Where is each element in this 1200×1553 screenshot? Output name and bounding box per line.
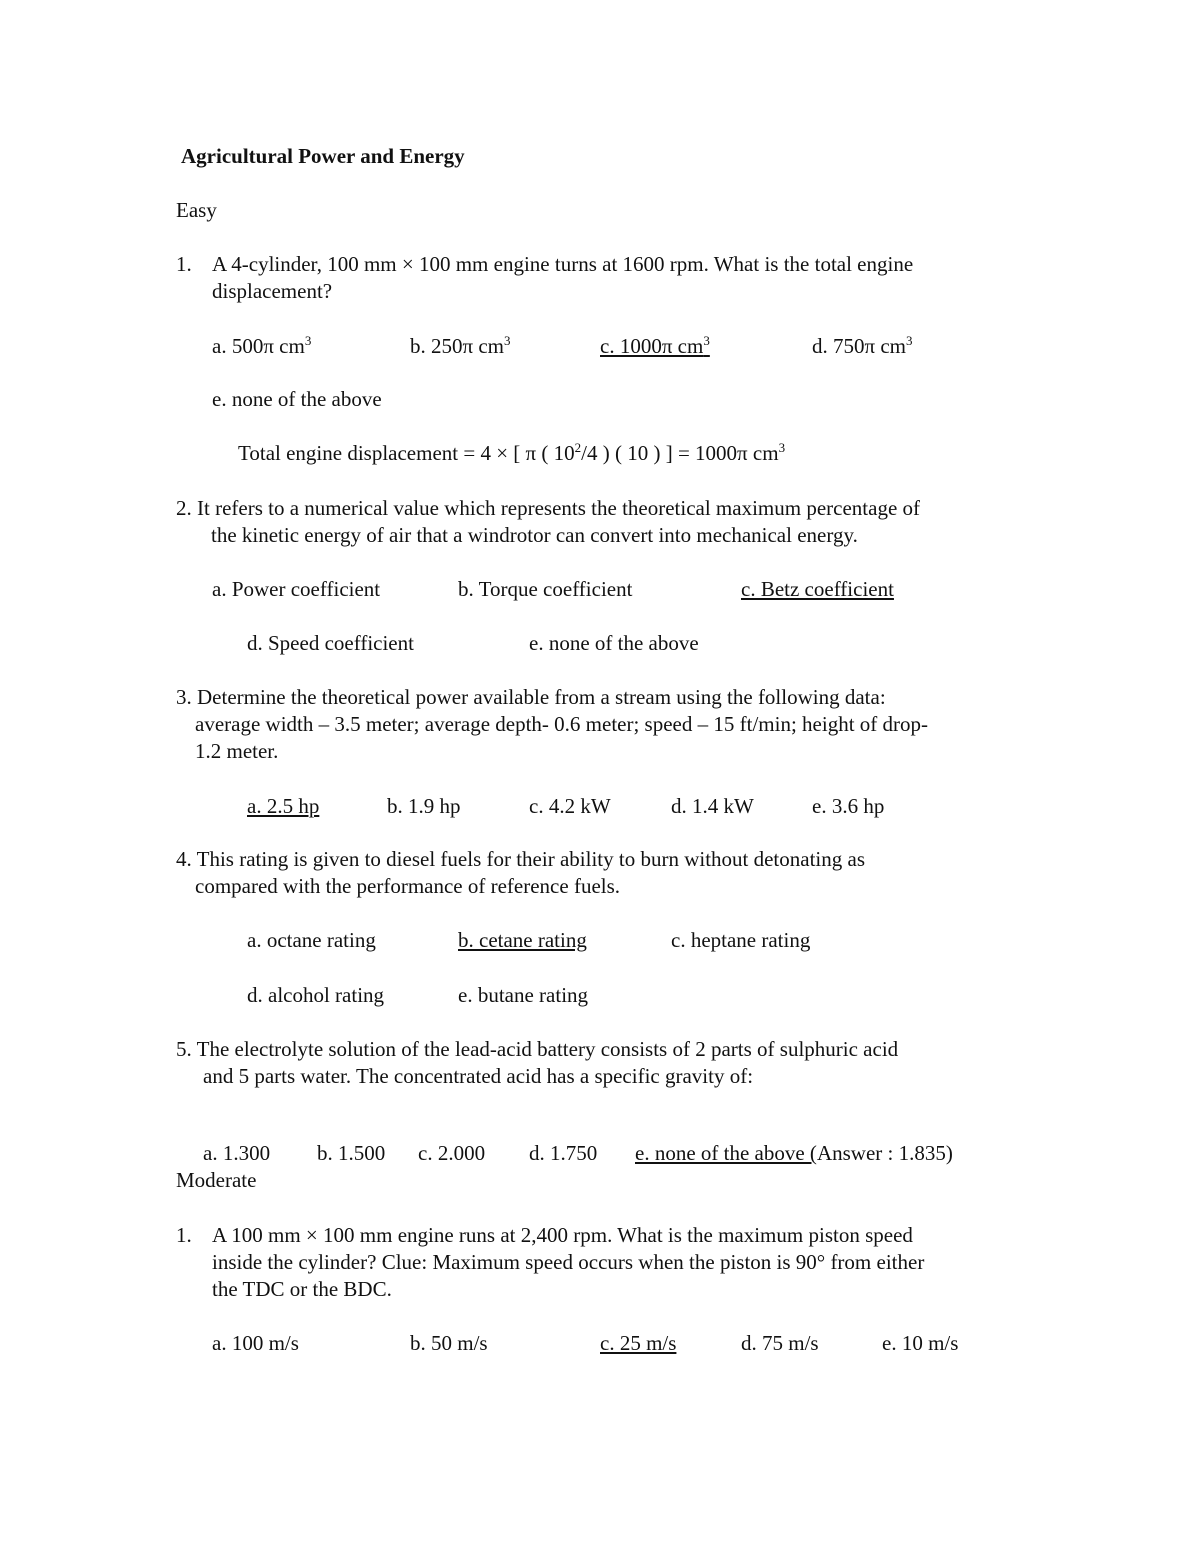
question-text-line: 3. Determine the theoretical power available from a stream using the following data:: [176, 685, 886, 709]
solution-text: Total engine displacement = 4 × [ π ( $10^2/4$ ) ( 10 ) ] = 1000π $cm^3$: [238, 440, 786, 465]
option-d: d. 1.4 kW: [671, 794, 754, 818]
question-text-line: 2. It refers to a numerical value which represents the theoretical maximum percentage of: [176, 496, 921, 520]
option-b: b. 1.9 hp: [387, 794, 461, 818]
option-e: e. butane rating: [458, 983, 589, 1007]
document-title: Agricultural Power and Energy: [181, 144, 465, 168]
option-e: e. 3.6 hp: [812, 794, 885, 818]
option-c: c. 2.000: [418, 1141, 486, 1165]
option-d: d. alcohol rating: [247, 983, 385, 1007]
option-a: a. 500π $cm^3$: [212, 333, 312, 358]
question-number: 1.: [176, 1223, 192, 1247]
option-e: e. none of the above: [529, 631, 699, 655]
question-text-line: average width – 3.5 meter; average depth- 0.6 meter; speed – 15 ft/min; height of drop-: [195, 712, 929, 736]
option-b: b. 1.500: [317, 1141, 386, 1165]
question-text-line: the TDC or the BDC.: [212, 1277, 392, 1301]
option-b: b. 50 m/s: [410, 1331, 488, 1355]
question-text-line: compared with the performance of reference fuels.: [195, 874, 621, 898]
option-c-correct: c. Betz coefficient: [741, 577, 894, 601]
option-c-correct: c. 25 m/s: [600, 1331, 677, 1355]
question-text-line: inside the cylinder? Clue: Maximum speed occurs when the piston is 90° from either: [212, 1250, 925, 1274]
option-d: d. 1.750: [529, 1141, 598, 1165]
option-e: e. 10 m/s: [882, 1331, 959, 1355]
question-text-line: and 5 parts water. The concentrated acid has a specific gravity of:: [203, 1064, 754, 1088]
option-c: c. 4.2 kW: [529, 794, 611, 818]
option-e-correct: [635, 1140, 953, 1167]
option-d: d. 750π $cm^3$: [812, 333, 913, 358]
question-text-line: displacement?: [212, 279, 333, 303]
section-heading-easy: Easy: [176, 198, 217, 222]
question-text-line: 5. The electrolyte solution of the lead-acid battery consists of 2 parts of sulphuric acid: [176, 1037, 899, 1061]
question-text-line: the kinetic energy of air that a windrotor can convert into mechanical energy.: [211, 523, 858, 547]
option-a-correct: a. 2.5 hp: [247, 794, 320, 818]
question-text-line: A 4-cylinder, 100 mm × 100 mm engine turns at 1600 rpm. What is the total engine: [212, 252, 914, 276]
option-a: a. 1.300: [203, 1141, 271, 1165]
option-a: a. 100 m/s: [212, 1331, 299, 1355]
option-e: e. none of the above: [212, 387, 382, 411]
question-text-line: 1.2 meter.: [195, 739, 279, 763]
option-c-correct: c. 1000π $cm^3$: [600, 333, 710, 358]
option-b: b. 250π $cm^3$: [410, 333, 511, 358]
option-c: c. heptane rating: [671, 928, 811, 952]
question-number: 1.: [176, 252, 192, 276]
option-b: b. Torque coefficient: [458, 577, 633, 601]
option-e-text: e. none of the above (: [635, 1141, 817, 1165]
answer-note: Answer : 1.835): [816, 1141, 953, 1165]
option-d: d. Speed coefficient: [247, 631, 414, 655]
section-heading-moderate: Moderate: [176, 1168, 257, 1192]
option-a: a. Power coefficient: [212, 577, 381, 601]
option-d: d. 75 m/s: [741, 1331, 819, 1355]
question-text-line: A 100 mm × 100 mm engine runs at 2,400 rpm. What is the maximum piston speed: [212, 1223, 913, 1247]
question-text-line: 4. This rating is given to diesel fuels for their ability to burn without detonating as: [176, 847, 866, 871]
option-b-correct: b. cetane rating: [458, 928, 587, 952]
option-a: a. octane rating: [247, 928, 376, 952]
